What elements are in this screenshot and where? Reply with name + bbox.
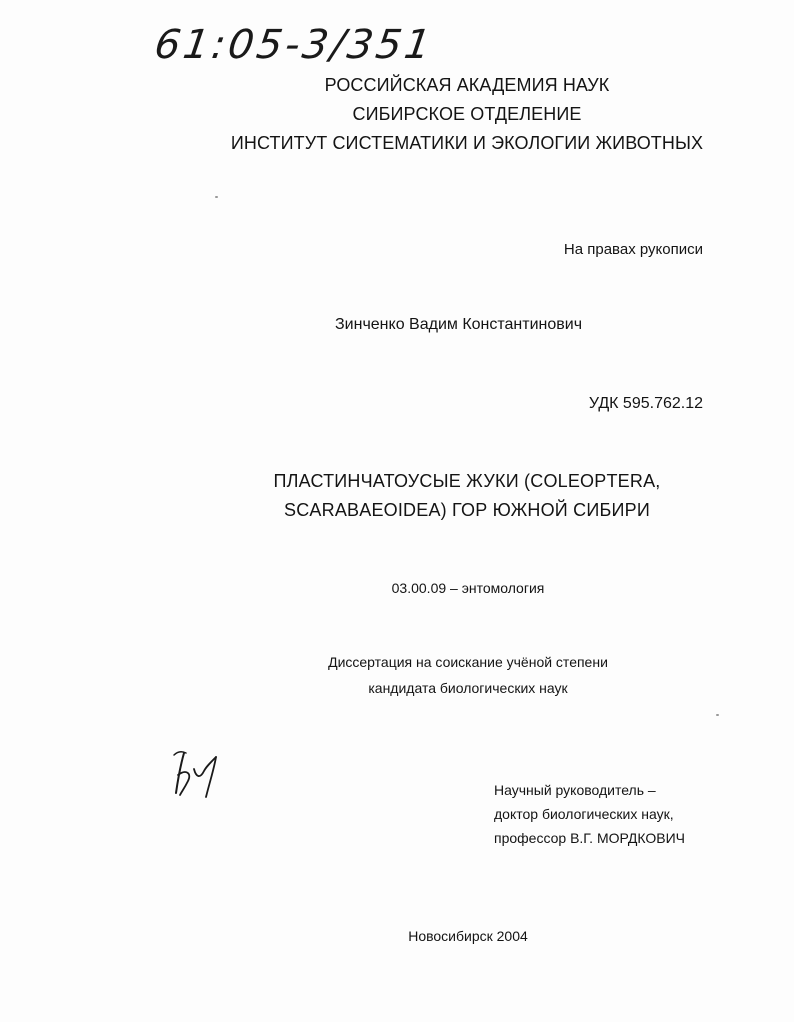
academy-name: РОССИЙСКАЯ АКАДЕМИЯ НАУК xyxy=(324,75,610,95)
handwritten-signature xyxy=(170,745,240,805)
scan-speck xyxy=(716,714,719,716)
udc-code: УДК 595.762.12 xyxy=(588,395,703,412)
place-and-year: Новосибирск 2004 xyxy=(408,928,528,944)
specialty-code: 03.00.09 – энтомология xyxy=(391,580,545,596)
dissertation-title-line-1: ПЛАСТИНЧАТОУСЫЕ ЖУКИ (COLEOPTERA, xyxy=(273,471,661,491)
degree-line-2: кандидата биологических наук xyxy=(368,680,568,696)
rights-note: На правах рукописи xyxy=(563,241,703,258)
dissertation-title-line-2: SCARABAEOIDEA) ГОР ЮЖНОЙ СИБИРИ xyxy=(284,500,650,520)
supervisor-role: Научный руководитель – xyxy=(494,782,656,798)
supervisor-degree: доктор биологических наук, xyxy=(494,806,674,822)
degree-line-1: Диссертация на соискание учёной степени xyxy=(328,654,608,670)
institute-name: ИНСТИТУТ СИСТЕМАТИКИ И ЭКОЛОГИИ ЖИВОТНЫХ xyxy=(230,133,704,153)
branch-name: СИБИРСКОЕ ОТДЕЛЕНИЕ xyxy=(352,104,582,124)
handwritten-catalog-number: 61:05-3/351 xyxy=(151,22,437,68)
author-name: Зинченко Вадим Константинович xyxy=(335,316,583,333)
scan-speck xyxy=(215,196,218,198)
supervisor-name: профессор В.Г. МОРДКОВИЧ xyxy=(494,830,686,846)
